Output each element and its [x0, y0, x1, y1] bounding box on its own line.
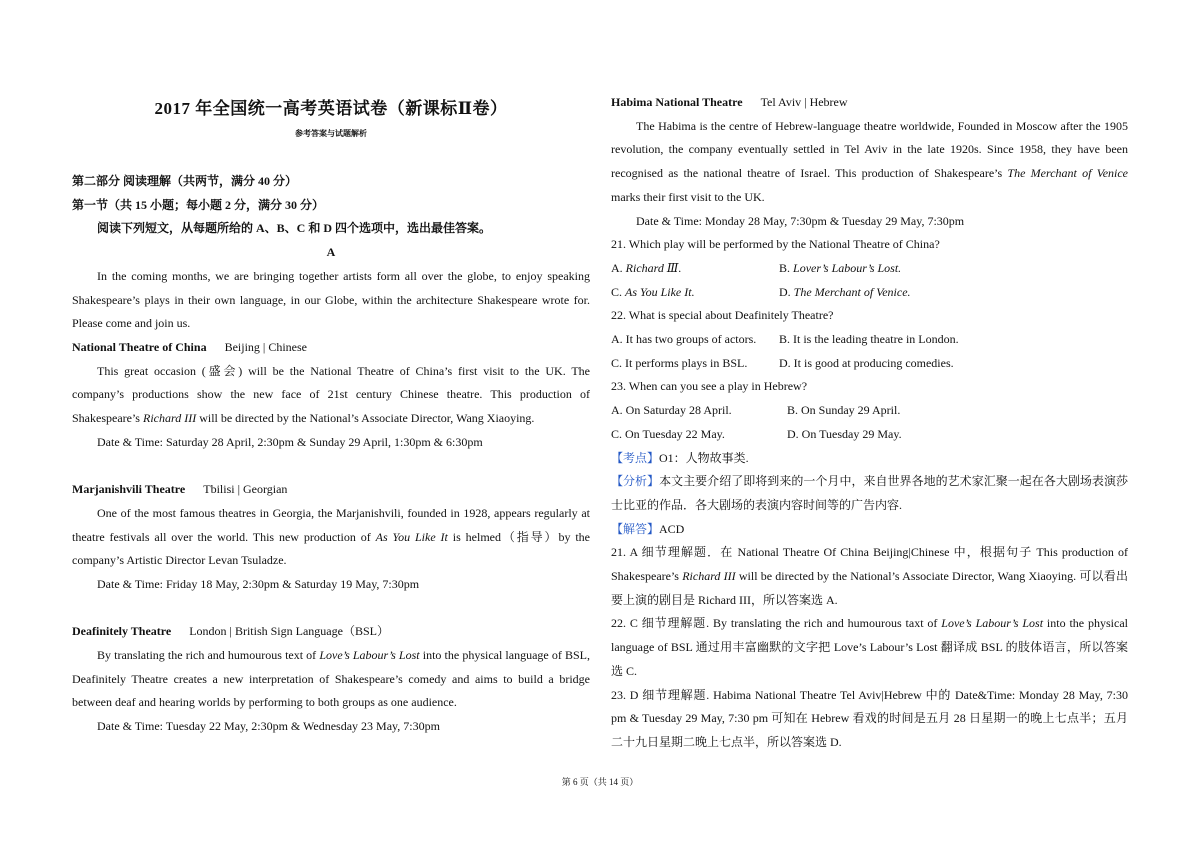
play-title: The Merchant of Venice: [1007, 166, 1129, 181]
option-text: Lover’s Labour’s Lost.: [793, 260, 902, 275]
venue-description-habima: [611, 115, 1128, 210]
page-footer: 第 6 页（共 14 页）: [561, 777, 639, 787]
option-text: The Merchant of Venice.: [793, 284, 911, 299]
option-letter: A.: [611, 260, 626, 275]
venue-meta: Beijing | Chinese: [224, 339, 307, 354]
analysis-kaodian: [611, 447, 1128, 471]
option-letter: D.: [779, 284, 794, 299]
question-21-options-cd: [611, 281, 1128, 305]
play-title: Richard III: [682, 569, 736, 584]
option-a: [611, 257, 779, 281]
play-title: Richard III: [142, 411, 197, 426]
text-span: This great occasion (盛会) will be the National Theatre of China’s first visit to the UK. The company’s productions show the new face of 21st century Chinese theatre. This production of Shakespeare’s: [72, 363, 590, 426]
explanation-22: [611, 612, 1128, 683]
option-text: Richard Ⅲ.: [625, 260, 682, 275]
jieda-tag: 【解答】: [611, 521, 660, 536]
page-subtitle: 参考答案与试题解析: [295, 129, 367, 138]
option-a: A. It has two groups of actors.: [611, 332, 757, 347]
explanation-23: 23. D 细节理解题. Habima National Theatre Tel Aviv|Hebrew 中的 Date&Time: Monday 28 May, 7:30 pm & Tuesday 29 May, 7:30 pm 可知在 Hebrew 看戏的时间是五月 28 日星期一的晚上七点半；五月二十九日星期二晚上七点半，所以答案选 D.: [611, 687, 1128, 749]
venue-meta: Tbilisi | Georgian: [203, 482, 288, 497]
intro-paragraph: In the coming months, we are bringing together artists form all over the globe, to enjoy speaking Shakespeare’s plays in their own language, in our Globe, within the architecture Shakespeare wrote for. Please come and join us.: [72, 268, 590, 331]
venue-heading-deafinitely: [72, 620, 590, 644]
venue-name: National Theatre of China: [72, 339, 207, 354]
analysis-jieda: [611, 518, 1128, 542]
option-b: [779, 257, 1128, 281]
venue-name: Habima National Theatre: [611, 95, 743, 109]
fenxi-tag: 【分析】: [611, 474, 660, 489]
right-column: [611, 91, 1128, 755]
option-letter: C.: [611, 284, 626, 299]
text-span: is helmed（指导）by the company’s Artistic Director Levan Tsuladze.: [72, 529, 590, 568]
question-21-stem: 21. Which play will be performed by the National Theatre of China?: [611, 237, 940, 252]
passage-label: A: [326, 245, 336, 260]
option-c: C. It performs plays in BSL.: [611, 355, 748, 370]
question-22-options-cd: [611, 352, 1128, 376]
spacer: [72, 454, 590, 478]
jieda-text: ACD: [659, 521, 685, 536]
option-letter: B.: [779, 260, 794, 275]
venue-datetime-habima: Date & Time: Monday 28 May, 7:30pm & Tuesday 29 May, 7:30pm: [636, 213, 965, 228]
option-a: A. On Saturday 28 April.: [611, 403, 732, 418]
page-title: 2017 年全国统一高考英语试卷（新课标Ⅱ卷）: [154, 99, 508, 118]
question-23-stem: 23. When can you see a play in Hebrew?: [611, 379, 808, 394]
option-d: D. It is good at producing comedies.: [779, 355, 954, 370]
option-text: As You Like It.: [625, 284, 695, 299]
text-span: One of the most famous theatres in Georgia, the Marjanishvili, founded in 1928, appears regularly at theatre festivals all over the world. This new production of: [72, 505, 590, 544]
analysis-fenxi: [611, 470, 1128, 517]
question-21-options-ab: [611, 257, 1128, 281]
venue-heading-china: [72, 336, 590, 360]
section-instruction: 阅读下列短文，从每题所给的 A、B、C 和 D 四个选项中，选出最佳答案。: [97, 221, 492, 236]
venue-datetime-marjanishvili: Date & Time: Friday 18 May, 2:30pm & Saturday 19 May, 7:30pm: [97, 576, 420, 591]
venue-heading-marjanishvili: [72, 478, 590, 502]
text-span: will be directed by the National’s Associate Director, Wang Xiaoying.: [196, 411, 535, 426]
text-span: into the physical language of BSL 通过用丰富幽默的文字把 Love’s Labour’s Lost 翻译成 BSL 的肢体语言，所以答案选 C.: [611, 616, 1129, 678]
play-title: Love’s Labour’s Lost: [941, 616, 1044, 631]
text-span: will be directed by the National’s Associate Director, Wang Xiaoying. 可以看出要上演的剧目是 Richard III，所以答案选 A.: [611, 569, 1129, 607]
venue-description-china: [72, 360, 590, 431]
venue-description-marjanishvili: [72, 502, 590, 573]
venue-heading-habima: [611, 91, 1128, 115]
text-span: marks their first visit to the UK.: [611, 189, 765, 204]
venue-meta: Tel Aviv | Hebrew: [760, 95, 848, 109]
kaodian-tag: 【考点】: [611, 450, 660, 465]
text-span: 21. A 细节理解题．在 National Theatre Of China Beijing|Chinese 中，根据句子 This production of Shakespeare’s: [611, 545, 1128, 584]
spacer: [72, 597, 590, 621]
option-d: [779, 281, 1128, 305]
question-23-options-ab: [611, 399, 1128, 423]
fenxi-text: 本文主要介绍了即将到来的一个月中，来自世界各地的艺术家汇聚一起在各大剧场表演莎士比亚的作品．各大剧场的表演内容时间等的广告内容.: [611, 474, 1128, 512]
text-span: The Habima is the centre of Hebrew-language theatre worldwide, Founded in Moscow after the 1905 revolution, the company eventually settled in Tel Aviv in the late 1920s. Since 1958, they have been recognised as the national theatre of Israel. This production of Shakespeare’s: [611, 118, 1128, 181]
venue-description-deafinitely: [72, 644, 590, 715]
option-b: B. It is the leading theatre in London.: [779, 332, 959, 347]
option-c: C. On Tuesday 22 May.: [611, 426, 725, 441]
section-subsection-heading: 第一节（共 15 小题；每小题 2 分，满分 30 分）: [72, 197, 325, 212]
play-title: Love’s Labour’s Lost: [319, 648, 420, 663]
venue-name: Deafinitely Theatre: [72, 624, 172, 639]
section-part-heading: 第二部分 阅读理解（共两节，满分 40 分）: [72, 174, 298, 188]
explanation-21: [611, 541, 1128, 612]
text-span: into the physical language of BSL, Deafinitely Theatre creates a new interpretation of Shakespeare’s comedy and aims to build a bridge between deaf and hearing worlds by performing to both groups as one audience.: [72, 648, 591, 710]
venue-datetime-china: Date & Time: Saturday 28 April, 2:30pm & Sunday 29 April, 1:30pm & 6:30pm: [97, 434, 483, 449]
venue-meta: London | British Sign Language（BSL）: [189, 624, 389, 639]
text-span: 22. C 细节理解题. By translating the rich and humourous taxt of: [611, 616, 942, 631]
play-title: As You Like It: [375, 529, 448, 544]
kaodian-text: O1：人物故事类.: [659, 450, 749, 465]
venue-name: Marjanishvili Theatre: [72, 482, 186, 497]
text-span: By translating the rich and humourous text of: [97, 648, 320, 663]
option-b: B. On Sunday 29 April.: [787, 403, 901, 418]
question-22-options-ab: [611, 328, 1128, 352]
option-c: [611, 281, 779, 305]
question-22-stem: 22. What is special about Deafinitely Theatre?: [611, 308, 834, 323]
question-23-options-cd: [611, 423, 1128, 447]
venue-datetime-deafinitely: Date & Time: Tuesday 22 May, 2:30pm & Wednesday 23 May, 7:30pm: [97, 719, 440, 734]
left-column: [72, 170, 590, 739]
option-d: D. On Tuesday 29 May.: [787, 426, 902, 441]
